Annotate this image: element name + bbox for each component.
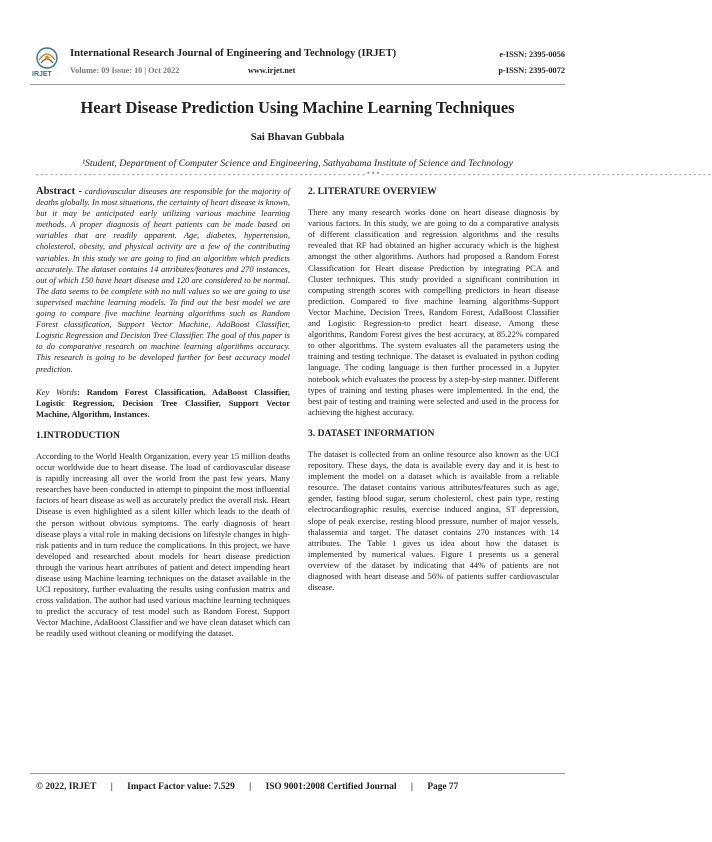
irjet-logo-icon <box>30 46 64 82</box>
journal-header <box>30 46 565 82</box>
literature-heading: 2. LITERATURE OVERVIEW <box>308 186 437 197</box>
page-footer <box>36 782 561 792</box>
dataset-heading: 3. DATASET INFORMATION <box>308 427 435 439</box>
footer-separator: | <box>110 782 113 792</box>
paper-title: Heart Disease Prediction Using Machine Learning Techniques <box>80 98 515 117</box>
abstract-text: cardiovascular diseases are responsible for the majority of deaths globally. In most situations, the certainty of heart disease is known, but it may be anticipated early utilizing various machine learning methods. A proper diagnosis of heart patients can be made based on variables that are readily apparent. Age, diabetes, hypertension, cholesterol, obesity, and physical activity are a few of the contributing variables. In this study we are going to find an algorithm which predicts accurately. The dataset contains 14 attributes/features and 270 instances, out of which 150 have heart disease and 120 are considered to be normal. The data seems to be complete with no null values so we are going to use supervised machine learning models. To find out the best model we are going to compare five machine learning algorithms such as Random Forest classification, Support Vector Machine, AdaBoost Classifier, Logistic Regression and Decision Tree Classifier. The goal of this paper is to do comparative research on machine learning algorithms accuracy. This research is going to be developed further for best accuracy model prediction. <box>36 186 291 374</box>
abstract-heading: Abstract - <box>36 186 82 197</box>
footer-separator: | <box>410 782 413 792</box>
footer-impact-factor: Impact Factor value: 7.529 <box>127 782 235 792</box>
journal-website-link[interactable]: www.irjet.net <box>248 66 296 75</box>
introduction-heading: 1.INTRODUCTION <box>36 429 120 441</box>
section-separator: ---------------------------------------------------------------------***--------------------------------------------------------------------- <box>35 172 712 180</box>
footer-separator: | <box>249 782 252 792</box>
footer-page-number: Page 77 <box>427 782 459 792</box>
e-issn: e-ISSN: 2395-0056 <box>499 50 565 59</box>
footer-divider <box>30 773 565 774</box>
p-issn: p-ISSN: 2395-0072 <box>498 66 565 75</box>
author-affiliation: ¹Student, Department of Computer Science and Engineering, Sathyabama Institute of Science and Technology <box>82 158 513 169</box>
logo-text: IRJET <box>32 71 52 78</box>
literature-text: There any many research works done on heart disease diagnosis by various factors. In this study, we are going to do a comparative analysis of different classification and regression algorithms and the results revealed that RF had obtained an higher accuracy which is the highest amongst the other algorithms. Authors had proposed a Random Forest Classification for Heart disease Prediction by integrating PCA and Cluster techniques. This study provided a significant contribution in computing strength scores with compelling predictors in heart disease prediction. Compared to five machine learning algorithms-Support Vector Machine, Decision Trees, Random Forest, AdaBoost Classifier and Logistic Regression-to predict heart disease. Among these algorithms, Random Forest gives the best accuracy, at 85.22% compared to other algorithms. The system evaluates all the parameters using the training and testing technique. The dataset is evaluated in python coding language. The coding language is then further processed in a Jupyter notebook which evaluates the process by a step-by-step manner. Different types of training and testing phases were implemented. In the end, the best pair of testing and training were selected and used in the process for achieving the highest accuracy. <box>308 207 559 417</box>
keywords-label: Key Words <box>36 386 78 397</box>
right-column <box>308 186 559 593</box>
footer-iso: ISO 9001:2008 Certified Journal <box>265 782 397 792</box>
left-column <box>36 186 290 640</box>
keywords-text: : Random Forest Classification, AdaBoost Classifier, Logistic Regression, Decision Tree Classifier, Support Vector Machine, Algorithm, Instances. <box>36 386 290 419</box>
footer-copyright: © 2022, IRJET <box>36 782 97 792</box>
abstract <box>36 186 290 375</box>
journal-name: International Research Journal of Engineering and Technology (IRJET) <box>70 48 397 59</box>
volume-info: Volume: 09 Issue: 10 | Oct 2022 <box>70 66 180 75</box>
header-divider <box>30 84 565 85</box>
keywords <box>36 387 290 420</box>
introduction-text: According to the World Health Organization, every year 15 million deaths occur worldwide due to heart disease. The load of cardiovascular disease is rapidly increasing all over the world from the past few years. Many researches have been conducted in attempt to pinpoint the most influential factors of heart disease as well as accurately predict the overall risk. Heart Disease is even highlighted as a silent killer which leads to the death of the person without obvious symptoms. The early diagnosis of heart disease plays a vital role in making decisions on lifestyle changes in high-risk patients and in turn reduce the complications. In this project, we have developed and researched about models for heart disease prediction through the various heart attributes of patient and detect impending heart disease using Machine learning techniques on the dataset available in the UCI repository, further evaluating the results using confusion matrix and cross validation. The author had used various machine learning techniques to predict the accuracy of test model such as Random Forest, Support Vector Machine, AdaBoost Classifier and we have clean dataset which can be readily used without cleaning or modifying the dataset. <box>36 450 290 639</box>
dataset-text: The dataset is collected from an online resource also known as the UCI repository. These days, the data is available every day and it is best to implement the model on a dataset which is available from a reliable resource. The dataset contains various attributes/features such as age, gender, fasting blood sugar, serum cholesterol, chest pain type, resting electrocardiographic results, exercise induced angina, ST depression, slope of peak exercise, resting blood pressure, number of major vessels, thalassemia and target. The dataset contains 270 instances with 14 attributes. The Table 1 gives us idea about how the dataset is implemented by numerical values. Figure 1 presents us a general overview of the dataset by indicating that 44% of patients are not diagnosed with heart disease and 56% of patients suffer cardiovascular disease. <box>308 448 559 593</box>
paper-author: Sai Bhavan Gubbala <box>250 132 345 143</box>
